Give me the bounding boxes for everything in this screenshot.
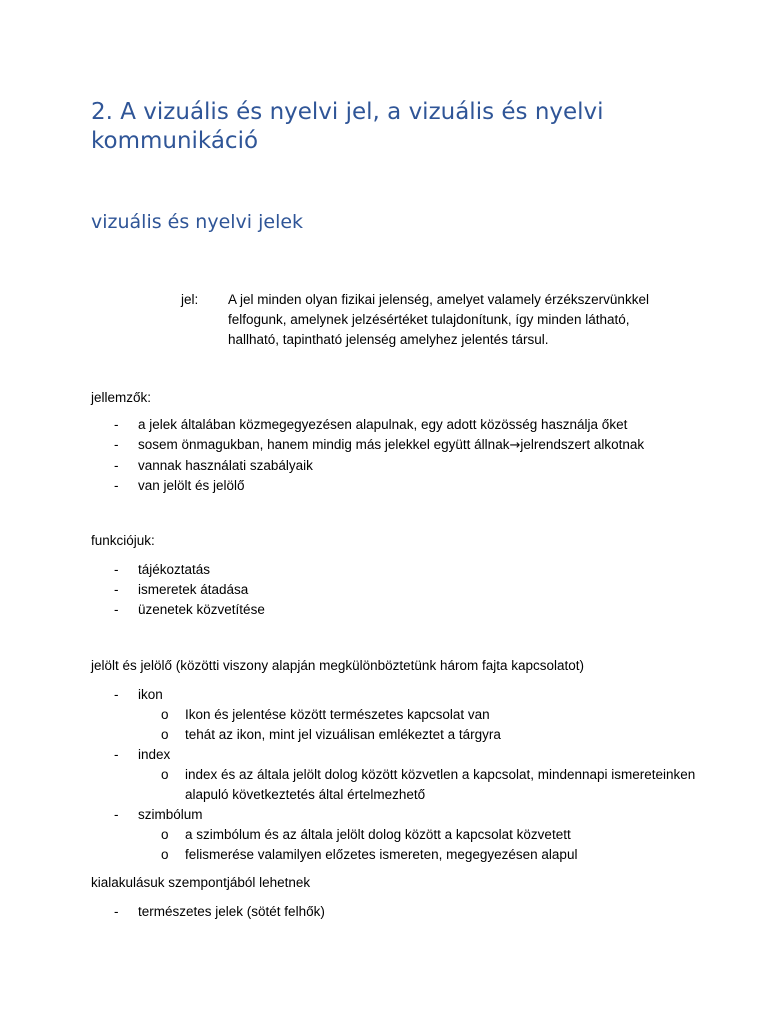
dash-bullet: - <box>114 904 119 919</box>
origin-label: kialakulásuk szempontjából lehetnek <box>91 875 311 890</box>
list-item-text: szimbólum <box>138 807 203 822</box>
sub-list <box>138 765 711 805</box>
functions-list <box>91 560 711 620</box>
sub-list-item-text: tehát az ikon, mint jel vizuálisan emlékeztet a tárgyra <box>185 727 501 742</box>
list-item-text: van jelölt és jelölő <box>138 478 245 493</box>
circle-bullet: o <box>161 727 169 742</box>
dash-bullet: - <box>114 602 119 617</box>
list-item-text: tájékoztatás <box>138 562 211 577</box>
list-item <box>91 580 711 600</box>
sub-list-item <box>138 765 711 805</box>
characteristics-list <box>91 415 711 496</box>
sub-list <box>138 705 711 745</box>
dash-bullet: - <box>114 437 119 452</box>
list-item-text: ismeretek átadása <box>138 582 249 597</box>
arrow-icon: → <box>509 438 521 453</box>
list-item <box>91 415 711 435</box>
list-item-text: sosem önmagukban, hanem mindig más jelekkel együtt állnak <box>138 437 510 452</box>
list-item-text: vannak használati szabályaik <box>138 458 313 473</box>
dash-bullet: - <box>114 582 119 597</box>
characteristics-label: jellemzők: <box>91 390 152 405</box>
dash-bullet: - <box>114 807 119 822</box>
circle-bullet: o <box>161 767 169 782</box>
list-item-text-continuation: jelrendszert alkotnak <box>520 437 645 452</box>
dash-bullet: - <box>114 687 119 702</box>
list-item-text: ikon <box>138 687 163 702</box>
list-item <box>91 685 711 745</box>
list-item <box>91 456 711 476</box>
list-item <box>91 902 711 922</box>
dash-bullet: - <box>114 478 119 493</box>
sub-list-item-text: index és az általa jelölt dolog között közvetlen a kapcsolat, mindennapi ismereteinken alapuló következtetés által értelmezhető <box>185 767 696 802</box>
sub-list <box>138 825 711 865</box>
relation-list <box>91 685 711 865</box>
list-item <box>91 805 711 865</box>
list-item-text: természetes jelek (sötét felhők) <box>138 904 325 919</box>
sub-list-item-text: Ikon és jelentése között természetes kapcsolat van <box>185 707 490 722</box>
definition-text: A jel minden olyan fizikai jelenség, amelyet valamely érzékszervünkkel felfogunk, amelynek jelzésértéket tulajdonítunk, így minden látható, hallható, tapintható jelenség amelyhez jelentés társul. <box>228 292 649 347</box>
list-item <box>91 745 711 805</box>
circle-bullet: o <box>161 707 169 722</box>
section-heading: vizuális és nyelvi jelek <box>91 211 304 233</box>
origin-list <box>91 902 711 922</box>
dash-bullet: - <box>114 747 119 762</box>
sub-list-item <box>138 725 711 745</box>
list-item-text: a jelek általában közmegegyezésen alapulnak, egy adott közösség használja őket <box>138 417 628 432</box>
page-title: 2. A vizuális és nyelvi jel, a vizuális és nyelvi kommunikáció <box>91 99 604 154</box>
list-item <box>91 600 711 620</box>
definition-term: jel: <box>181 292 199 307</box>
sub-list-item <box>138 705 711 725</box>
list-item-text: index <box>138 747 171 762</box>
list-item <box>91 435 711 456</box>
list-item <box>91 560 711 580</box>
sub-list-item-text: a szimbólum és az általa jelölt dolog között a kapcsolat közvetett <box>185 827 571 842</box>
sub-list-item-text: felismerése valamilyen előzetes ismereten, megegyezésen alapul <box>185 847 578 862</box>
circle-bullet: o <box>161 847 169 862</box>
list-item-text: üzenetek közvetítése <box>138 602 265 617</box>
relation-label: jelölt és jelölő (közötti viszony alapján megkülönböztetünk három fajta kapcsolatot) <box>91 658 585 673</box>
dash-bullet: - <box>114 458 119 473</box>
circle-bullet: o <box>161 827 169 842</box>
dash-bullet: - <box>114 417 119 432</box>
sub-list-item <box>138 845 711 865</box>
list-item <box>91 476 711 496</box>
functions-label: funkciójuk: <box>91 533 155 548</box>
dash-bullet: - <box>114 562 119 577</box>
sub-list-item <box>138 825 711 845</box>
